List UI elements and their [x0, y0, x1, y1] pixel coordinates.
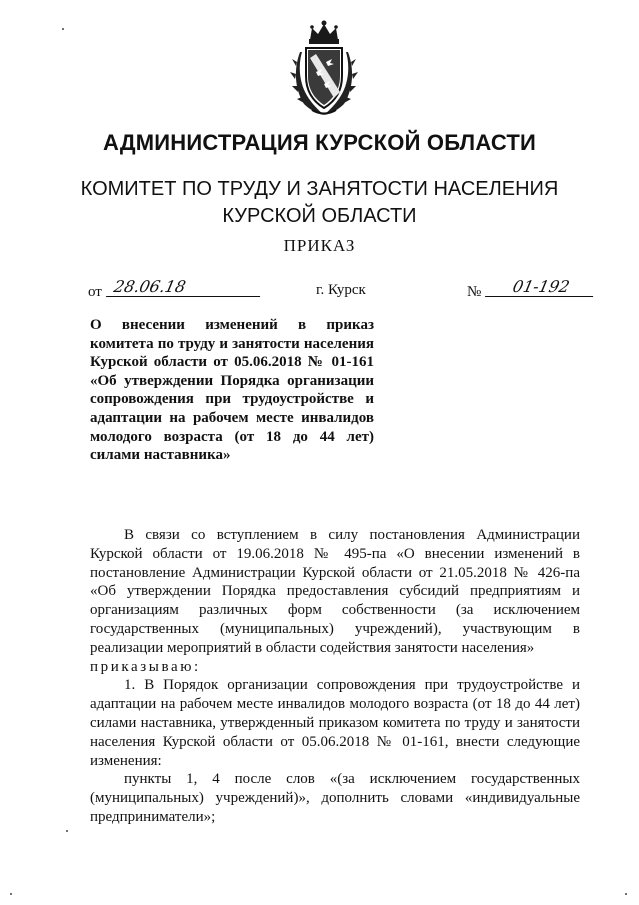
- handwritten-date: 28.06.18: [106, 278, 264, 297]
- order-date-field: [88, 277, 262, 301]
- number-label: №: [467, 284, 482, 300]
- handwritten-number: 01-192: [485, 278, 597, 297]
- scan-speck: [66, 830, 68, 832]
- administration-title: АДМИНИСТРАЦИЯ КУРСКОЙ ОБЛАСТИ: [102, 130, 537, 155]
- item-1-paragraph: 1. В Порядок организации сопровождения при трудоустройстве и адаптации на рабочем месте инвалидов молодого возраста (от 18 до 44 лет) силами наставника, утвержденный приказом комитета по труду и занятости населения Курской области от 05.06.2018 № 01-161, внести следующие изменения:: [90, 677, 580, 769]
- committee-title-line-1: КОМИТЕТ ПО ТРУДУ И ЗАНЯТОСТИ НАСЕЛЕНИЯ: [80, 178, 559, 200]
- city-label: г. Курск: [316, 282, 366, 298]
- item-1-sub-paragraph: пункты 1, 4 после слов «(за исключением государственных (муниципальных) учреждений)», дополнить словами «индивидуальные предприниматели»;: [90, 771, 580, 825]
- scan-speck: [62, 28, 64, 30]
- order-number-field: [467, 277, 595, 301]
- date-label: от: [88, 284, 102, 300]
- order-word: приказываю:: [90, 658, 201, 675]
- order-body: [90, 526, 580, 827]
- preamble-paragraph: В связи со вступлением в силу постановления Администрации Курской области от 19.06.2018 № 495-па «О внесении изменений в постановление Администрации Курской области от 21.05.2018 № 426-па «Об утверждении Порядка предоставления субсидий предприятиям и организациям различных форм собственности (за исключением государственных (муниципальных) учреждений), участвующим в реализации мероприятий в области содействия занятости населения»: [90, 527, 580, 656]
- kursk-coat-of-arms-emblem: [288, 18, 360, 118]
- order-subject: О внесении изменений в приказ комитета по труду и занятости населения Курской области от 05.06.2018 № 01-161 «Об утверждении Порядка организации сопровождения при трудоустройстве и адаптации на рабочем месте инвалидов молодого возраста (от 18 до 44 лет) силами наставника»: [90, 317, 374, 464]
- scan-speck: [625, 893, 627, 895]
- order-title: ПРИКАЗ: [283, 236, 356, 255]
- committee-title: [0, 176, 639, 230]
- scan-speck: [10, 893, 12, 895]
- committee-title-line-2: КУРСКОЙ ОБЛАСТИ: [222, 205, 417, 227]
